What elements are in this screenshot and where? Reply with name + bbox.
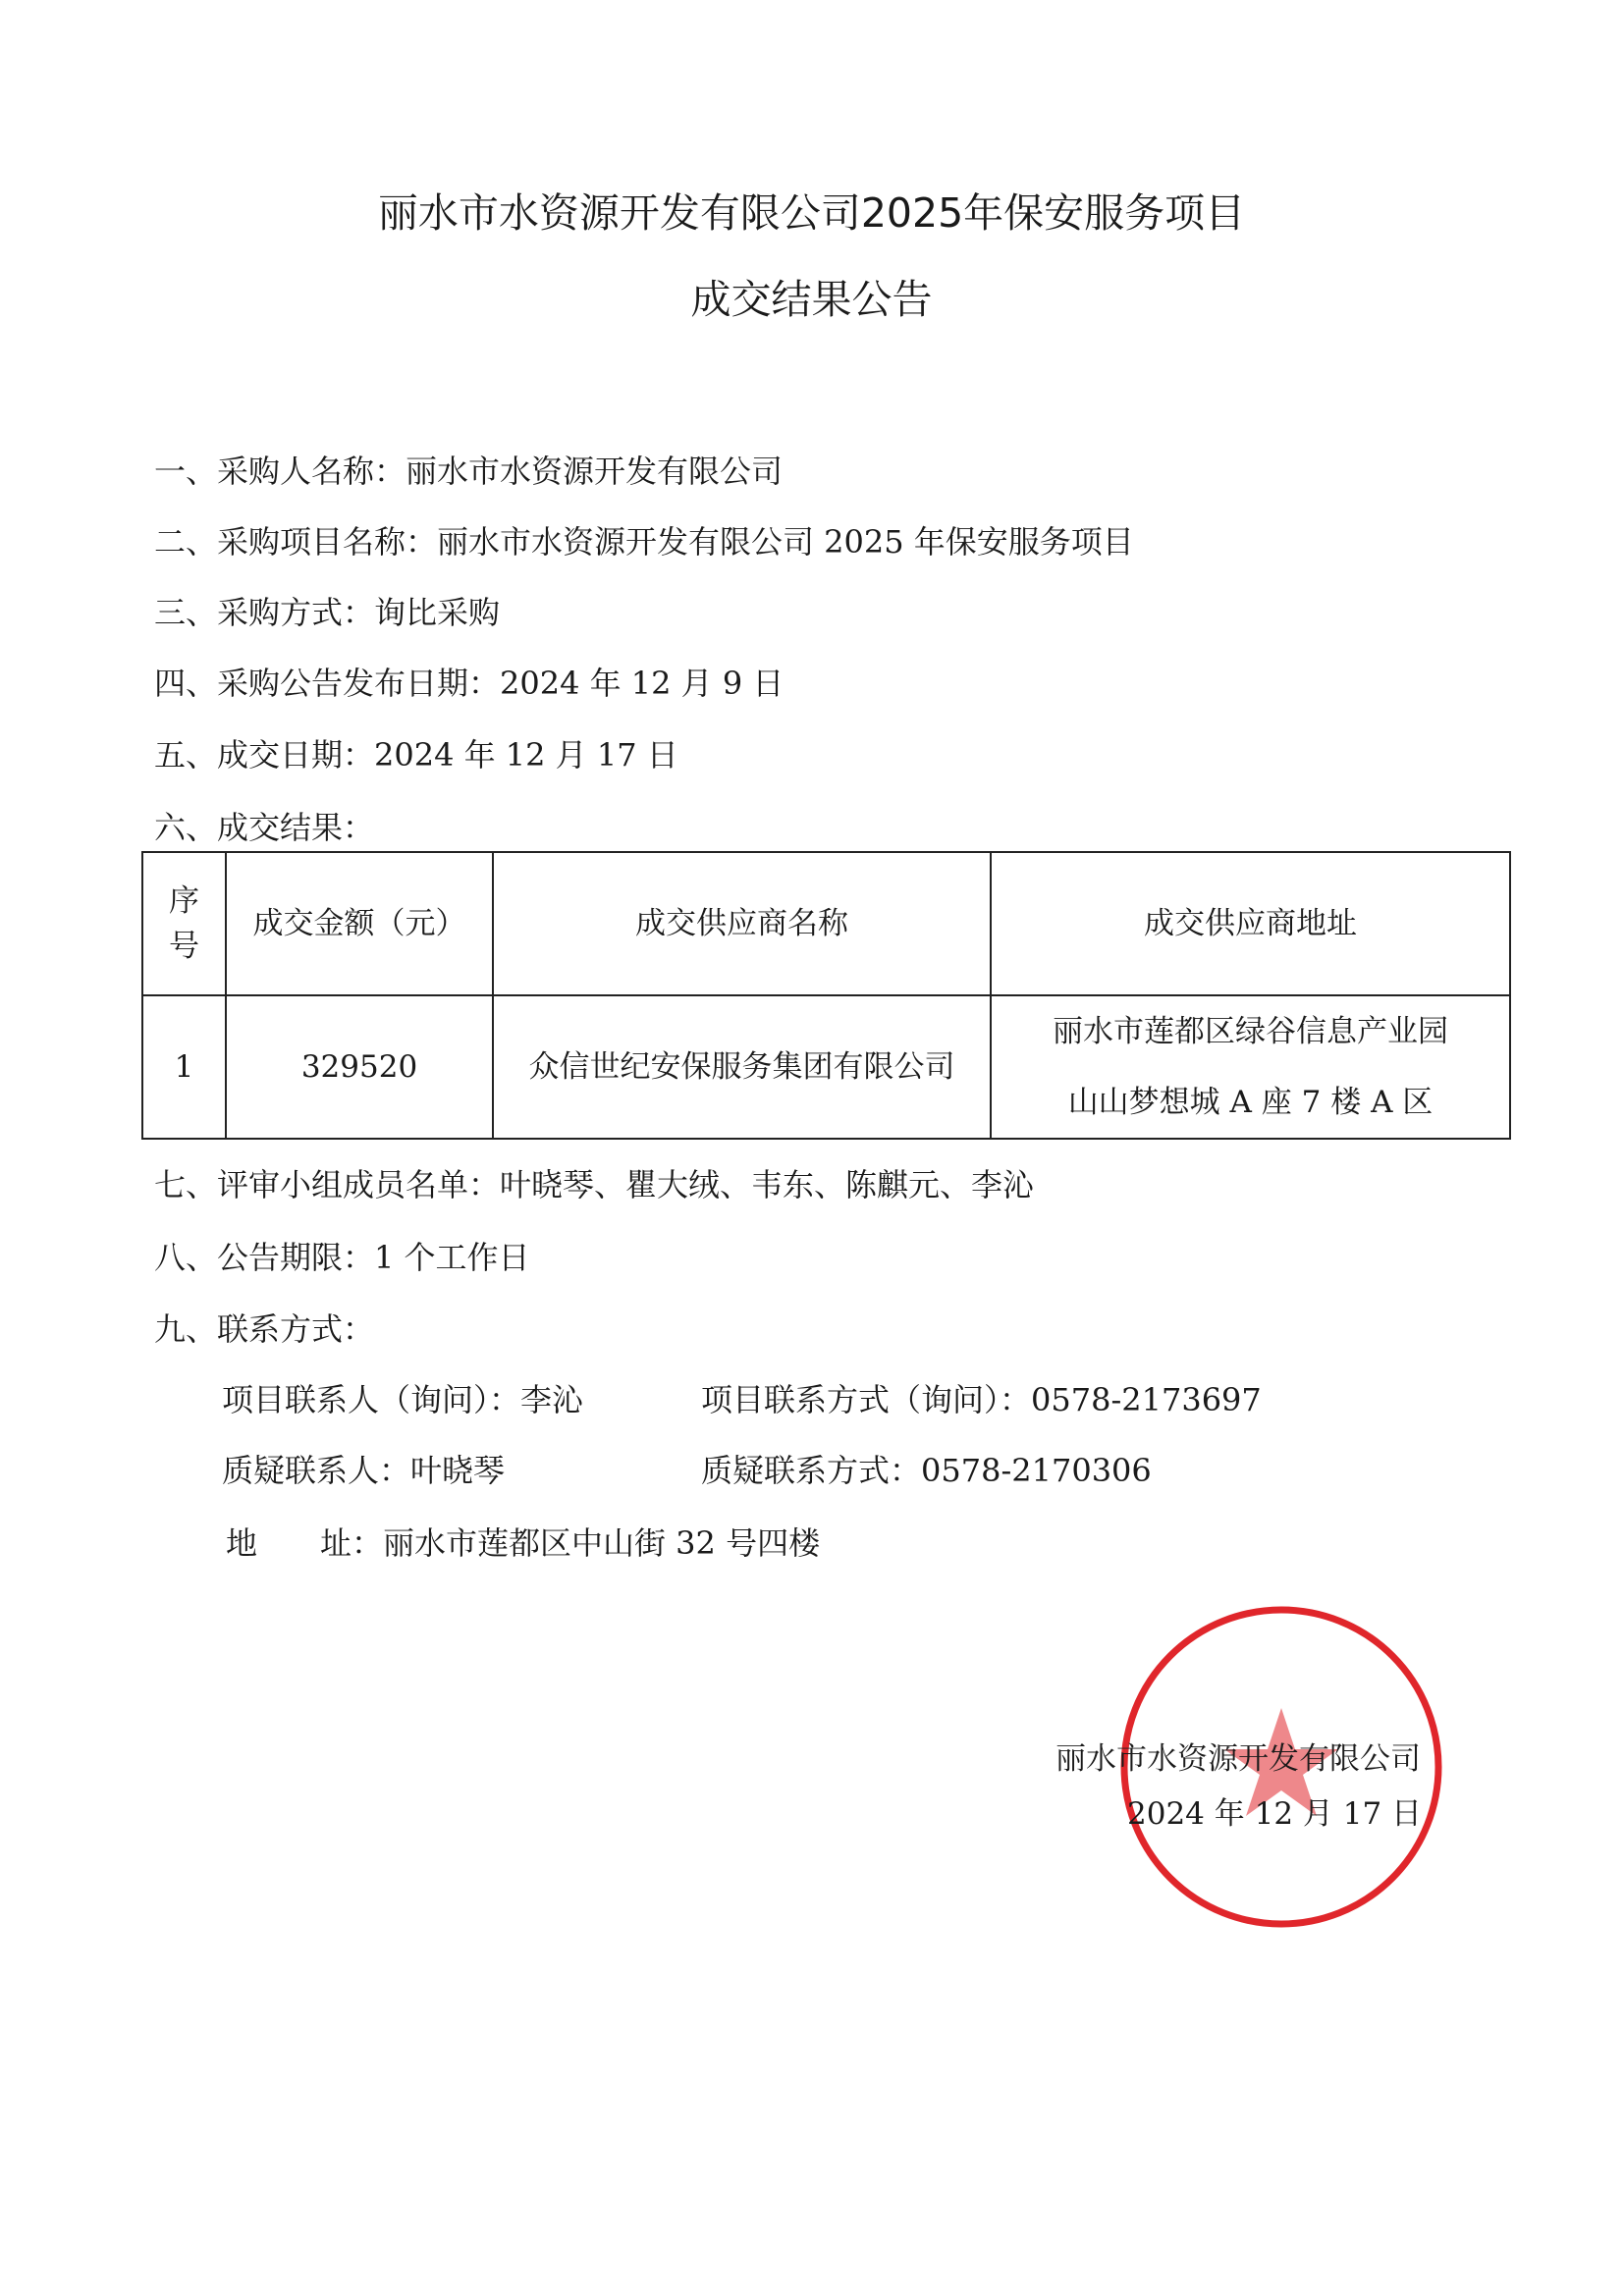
project-phone: 项目联系方式（询问）：0578-2173697 <box>701 1381 1262 1418</box>
header-amount: 成交金额（元） <box>226 852 493 995</box>
header-supplier: 成交供应商名称 <box>493 852 991 995</box>
table-header-row <box>142 852 1510 995</box>
contact-address: 地 址：丽水市莲都区中山街 32 号四楼 <box>226 1524 821 1562</box>
header-no <box>142 852 226 995</box>
address-line2: 山山梦想城 A 座 7 楼 A 区 <box>1067 1085 1434 1120</box>
result-heading: 六、成交结果： <box>154 809 375 846</box>
procurement-method: 三、采购方式：询比采购 <box>154 594 501 631</box>
project-contact: 项目联系人（询问）：李沁 <box>222 1381 584 1418</box>
result-table <box>141 851 1511 1140</box>
doc-title-line1: 丽水市水资源开发有限公司2025年保安服务项目 <box>377 189 1246 237</box>
panel-members: 七、评审小组成员名单：叶晓琴、瞿大绒、韦东、陈麒元、李沁 <box>154 1166 1035 1203</box>
address-line1: 丽水市莲都区绿谷信息产业园 <box>1053 1014 1448 1049</box>
cell-address <box>991 995 1510 1139</box>
deal-date: 五、成交日期：2024 年 12 月 17 日 <box>154 736 678 774</box>
header-address: 成交供应商地址 <box>991 852 1510 995</box>
publish-date: 四、采购公告发布日期：2024 年 12 月 9 日 <box>154 665 784 702</box>
notice-period: 八、公告期限：1 个工作日 <box>154 1239 530 1276</box>
query-contact: 质疑联系人：叶晓琴 <box>222 1452 506 1489</box>
buyer-name: 一、采购人名称：丽水市水资源开发有限公司 <box>154 453 784 490</box>
cell-supplier: 众信世纪安保服务集团有限公司 <box>493 995 991 1139</box>
signature-date: 2024 年 12 月 17 日 <box>1127 1796 1423 1832</box>
table-row <box>142 995 1510 1139</box>
cell-no: 1 <box>142 995 226 1139</box>
header-no-label: 序 号 <box>169 883 199 964</box>
signature-org: 丽水市水资源开发有限公司 <box>1055 1741 1421 1777</box>
contact-heading: 九、联系方式： <box>154 1310 375 1348</box>
project-name: 二、采购项目名称：丽水市水资源开发有限公司 2025 年保安服务项目 <box>154 523 1134 561</box>
cell-amount: 329520 <box>226 995 493 1139</box>
doc-title-line2: 成交结果公告 <box>690 276 933 323</box>
query-phone: 质疑联系方式：0578-2170306 <box>701 1452 1152 1489</box>
